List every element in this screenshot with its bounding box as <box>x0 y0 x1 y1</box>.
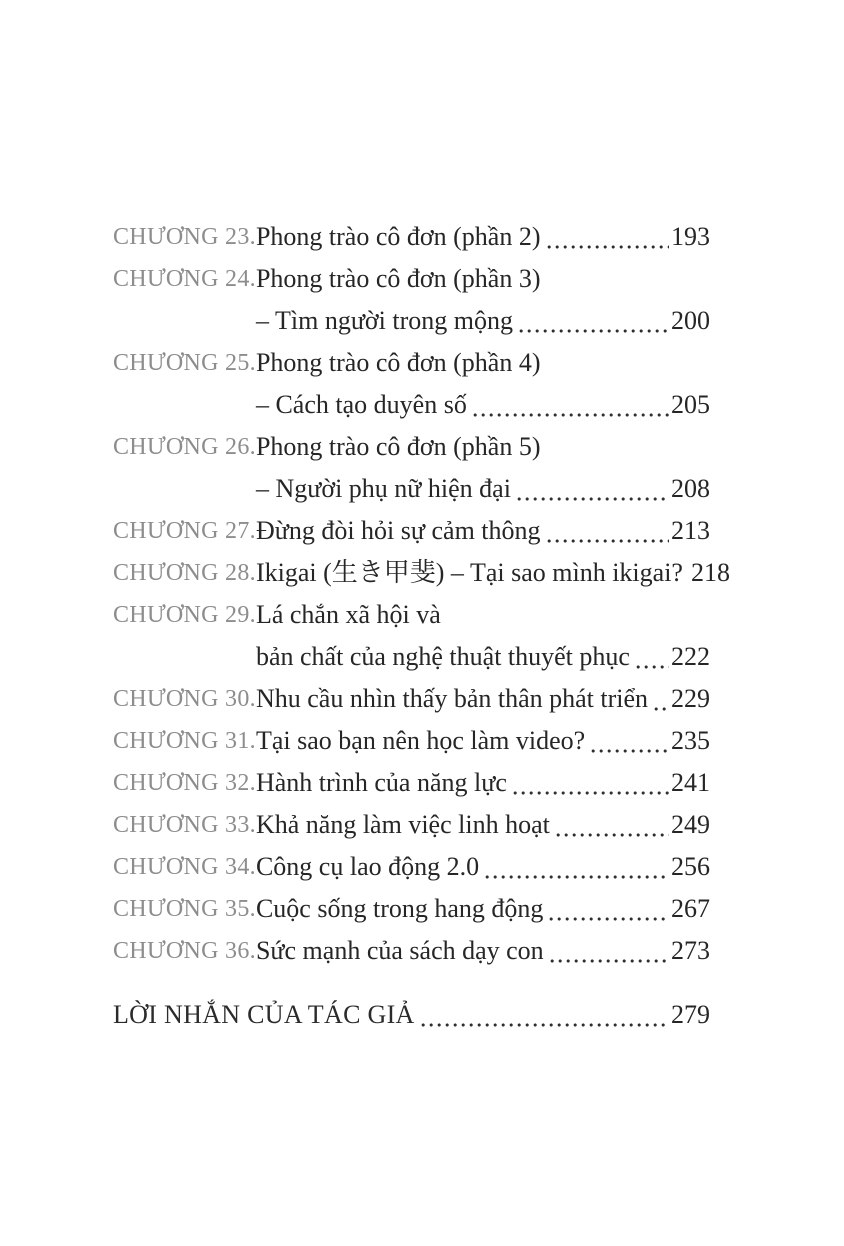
chapter-title: Nhu cầu nhìn thấy bản thân phát triển <box>255 684 649 713</box>
chapter-label: CHƯƠNG 28. <box>113 560 256 586</box>
toc-entry-line <box>113 994 710 1036</box>
toc-entry-line <box>256 888 710 930</box>
chapter-label: CHƯƠNG 25. <box>113 350 256 376</box>
dot-leader <box>654 678 669 720</box>
dot-leader <box>547 216 670 258</box>
chapter-title: Lá chắn xã hội và <box>255 600 441 629</box>
toc-entry-line <box>256 384 710 426</box>
chapter-label: CHƯƠNG 24. <box>113 266 256 292</box>
toc-entry-line <box>256 594 710 636</box>
toc-entry-line <box>256 426 710 468</box>
toc-closing-entry <box>113 994 710 1036</box>
dot-leader <box>636 636 669 678</box>
page-number: 241 <box>671 768 710 797</box>
chapter-title: Phong trào cô đơn (phần 2) <box>255 222 541 251</box>
toc-entry <box>113 678 710 720</box>
chapter-title: Công cụ lao động 2.0 <box>255 852 480 881</box>
chapter-title: Ikigai (生き甲斐) – Tại sao mình ikigai? <box>255 558 683 587</box>
page-number: 229 <box>671 684 710 713</box>
page-number: 213 <box>671 516 710 545</box>
toc-entry-content <box>256 720 710 762</box>
toc-entry <box>113 846 710 888</box>
chapter-title: Phong trào cô đơn (phần 3) <box>255 264 541 293</box>
dot-leader <box>513 762 669 804</box>
chapter-label: CHƯƠNG 31. <box>113 728 256 754</box>
toc-entry <box>113 510 710 552</box>
chapter-label: CHƯƠNG 30. <box>113 686 256 712</box>
toc-entry <box>113 216 710 258</box>
toc-entry-line <box>256 720 710 762</box>
page-number: 235 <box>671 726 710 755</box>
toc-entry <box>113 804 710 846</box>
toc-entry-line <box>256 300 710 342</box>
toc-entry-content <box>256 426 710 510</box>
toc-entry <box>113 552 730 594</box>
toc-entry <box>113 762 710 804</box>
chapter-subtitle: – Cách tạo duyên số <box>255 390 467 419</box>
toc-entry-line <box>256 216 710 258</box>
toc-entry-content <box>256 678 710 720</box>
dot-leader <box>549 888 669 930</box>
toc-entry-line <box>256 678 710 720</box>
dot-leader <box>550 930 669 972</box>
toc-entry <box>113 930 710 972</box>
dot-leader <box>485 846 669 888</box>
chapter-label: CHƯƠNG 35. <box>113 896 256 922</box>
toc-entry-line <box>256 510 710 552</box>
dot-leader <box>591 720 669 762</box>
toc-entry-line <box>256 342 710 384</box>
chapter-subtitle: – Người phụ nữ hiện đại <box>255 474 511 503</box>
page-number: 208 <box>671 474 710 503</box>
toc-entry-line <box>256 468 710 510</box>
chapter-title: Khả năng làm việc linh hoạt <box>255 810 550 839</box>
chapter-label: CHƯƠNG 33. <box>113 812 256 838</box>
dot-leader <box>547 510 669 552</box>
page-number: 205 <box>671 390 710 419</box>
page-number: 267 <box>671 894 710 923</box>
chapter-label: CHƯƠNG 34. <box>113 854 256 880</box>
toc-entry-line <box>256 258 710 300</box>
toc-entry-content <box>256 342 710 426</box>
page-number: 273 <box>671 936 710 965</box>
toc-entry-content <box>255 552 730 594</box>
dot-leader <box>421 994 669 1036</box>
toc-entry <box>113 426 710 510</box>
page-number: 249 <box>671 810 710 839</box>
toc-entry-content <box>256 510 710 552</box>
toc-entry-content <box>256 888 710 930</box>
toc-entry-content <box>256 258 710 342</box>
toc-entry <box>113 342 710 426</box>
chapter-label: CHƯƠNG 26. <box>113 434 256 460</box>
dot-leader <box>556 804 669 846</box>
chapter-title: Đừng đòi hỏi sự cảm thông <box>255 516 541 545</box>
toc-entry-content <box>256 594 710 678</box>
page-number: 193 <box>671 222 710 251</box>
toc-entry-content <box>256 804 710 846</box>
page-number: 200 <box>671 306 710 335</box>
toc-entry-line <box>256 636 710 678</box>
chapter-subtitle: bản chất của nghệ thuật thuyết phục <box>255 642 630 671</box>
page-number: 279 <box>671 1000 710 1029</box>
dot-leader <box>473 384 669 426</box>
chapter-title: Cuộc sống trong hang động <box>255 894 544 923</box>
toc-entry <box>113 258 710 342</box>
chapter-label: CHƯƠNG 36. <box>113 938 256 964</box>
dot-leader <box>517 468 669 510</box>
toc-entry-content <box>256 216 710 258</box>
chapter-title: Tại sao bạn nên học làm video? <box>255 726 586 755</box>
toc-entry <box>113 720 710 762</box>
toc-entry <box>113 594 710 678</box>
toc-entry-line <box>256 804 710 846</box>
toc-entry-line <box>256 762 710 804</box>
toc-entry-line <box>256 930 710 972</box>
toc-entry-content <box>256 846 710 888</box>
toc-entry <box>113 888 710 930</box>
chapter-title: Hành trình của năng lực <box>255 768 507 797</box>
closing-title: LỜI NHẮN CỦA TÁC GIẢ <box>113 1000 415 1029</box>
page-number: 256 <box>671 852 710 881</box>
chapter-subtitle: – Tìm người trong mộng <box>255 306 513 335</box>
chapter-label: CHƯƠNG 23. <box>113 224 256 250</box>
chapter-label: CHƯƠNG 32. <box>113 770 256 796</box>
toc-entry-content <box>256 762 710 804</box>
toc-entry-line <box>255 552 730 594</box>
page-number: 218 <box>690 558 730 587</box>
toc-entry-content <box>256 930 710 972</box>
toc-entry-line <box>256 846 710 888</box>
chapter-label: CHƯƠNG 29. <box>113 602 256 628</box>
page-number: 222 <box>671 642 710 671</box>
chapter-title: Phong trào cô đơn (phần 5) <box>255 432 541 461</box>
dot-leader <box>519 300 669 342</box>
chapter-label: CHƯƠNG 27. <box>113 518 256 544</box>
chapter-title: Phong trào cô đơn (phần 4) <box>255 348 541 377</box>
table-of-contents <box>113 216 730 1036</box>
chapter-title: Sức mạnh của sách dạy con <box>255 936 544 965</box>
